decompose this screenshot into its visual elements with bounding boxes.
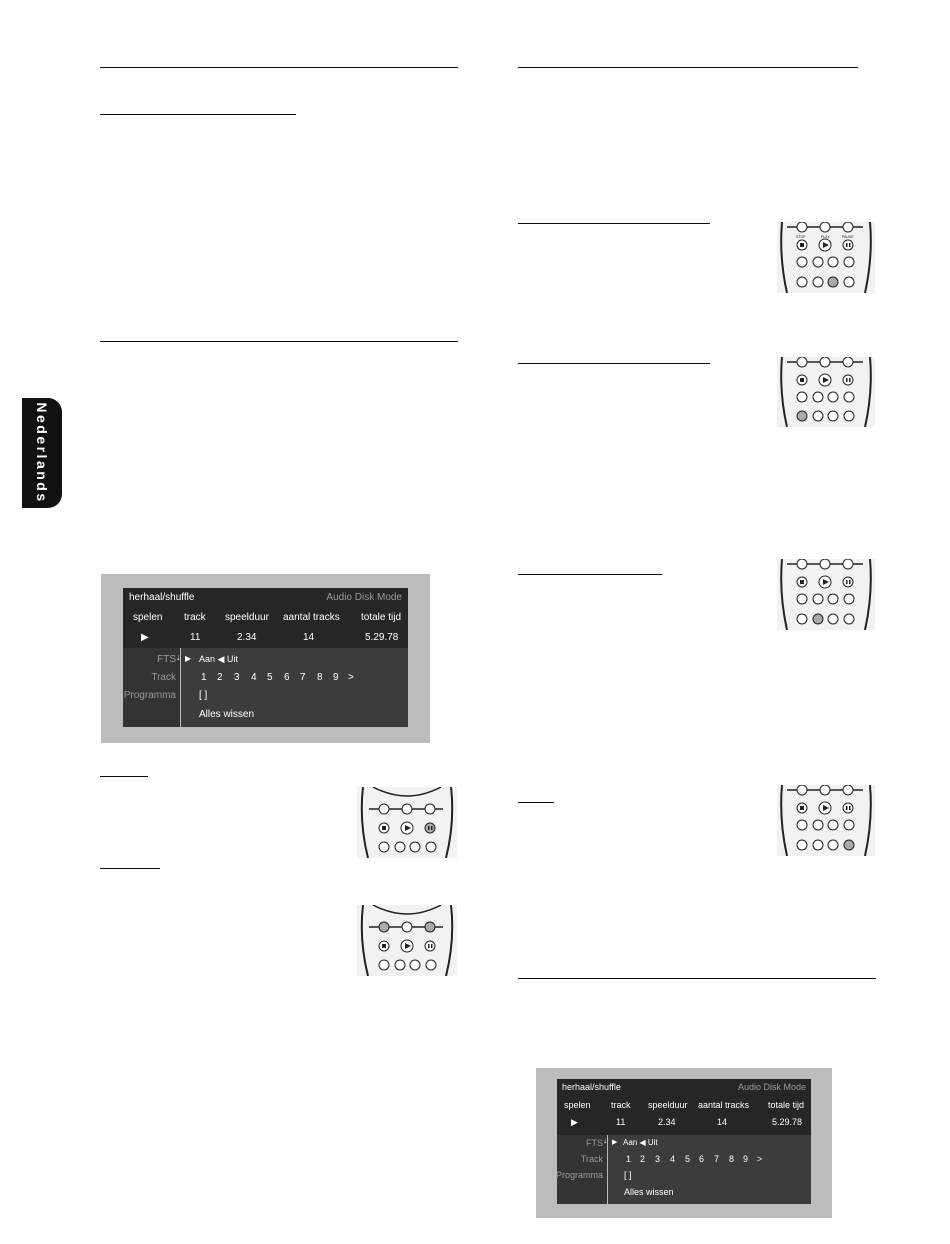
osd-fts-value: Aan ◀ Uit: [199, 654, 238, 664]
remote-illustration: [357, 787, 457, 858]
osd-clear-all: Alles wissen: [624, 1187, 674, 1197]
osd-select-arrow-icon: ▶: [185, 654, 192, 663]
remote-illustration: [777, 785, 875, 856]
subsection-rule-left-2: [100, 776, 148, 777]
osd-label-track: Track: [580, 1154, 603, 1164]
osd-track-5: 5: [267, 672, 273, 683]
osd-track-6: 6: [284, 672, 290, 683]
osd-track-4: 4: [251, 672, 257, 683]
osd-track-2: 2: [217, 672, 223, 683]
osd-header-play: spelen: [133, 612, 163, 623]
osd-track-7: 7: [714, 1154, 720, 1164]
osd-header-tracks: aantal tracks: [283, 612, 340, 623]
osd-play-icon: ▶: [571, 1117, 578, 1127]
osd-track-9: 9: [333, 672, 339, 683]
osd-program-slot: [ ]: [624, 1170, 632, 1180]
osd-label-program: Programma: [555, 1170, 603, 1180]
remote-illustration: [777, 559, 875, 630]
osd-track-3: 3: [234, 672, 240, 683]
subsection-rule-right-2: [518, 363, 710, 364]
osd-track-2: 2: [640, 1154, 646, 1164]
osd-track-7: 7: [300, 672, 306, 683]
osd-screenshot-right: [536, 1068, 832, 1218]
osd-program-slot: [ ]: [199, 690, 208, 701]
osd-value-duration: 2.34: [237, 632, 257, 643]
osd-mode: Audio Disk Mode: [326, 592, 402, 603]
osd-track-8: 8: [317, 672, 323, 683]
osd-mode: Audio Disk Mode: [737, 1082, 806, 1092]
osd-header-duration: speelduur: [648, 1100, 688, 1110]
osd-track-9: 9: [743, 1154, 749, 1164]
osd-header-play: spelen: [564, 1100, 591, 1110]
osd-track-1: 1: [626, 1154, 632, 1164]
section-rule-right-2: [518, 978, 876, 979]
osd-track-more: >: [757, 1154, 763, 1164]
subsection-rule-left-3: [100, 868, 160, 869]
osd-down-arrow-icon: ↓: [603, 1136, 607, 1145]
subsection-rule-right-1: [518, 223, 710, 224]
osd-header-duration: speelduur: [225, 612, 269, 623]
osd-screenshot-left: [101, 574, 430, 743]
osd-header-total: totale tijd: [768, 1100, 805, 1110]
osd-value-total: 5.29.78: [772, 1117, 803, 1127]
osd-track-1: 1: [201, 672, 207, 683]
remote-drawing: [357, 787, 457, 858]
osd-header-track: track: [184, 612, 206, 623]
osd-track-6: 6: [699, 1154, 705, 1164]
osd-play-icon: ▶: [141, 632, 149, 643]
osd-panel: [123, 588, 408, 727]
remote-illustration: [777, 222, 875, 293]
subsection-rule-left-1: [100, 114, 296, 115]
remote-drawing: [777, 357, 875, 427]
section-rule-right-1: [518, 67, 858, 68]
remote-drawing: [777, 222, 875, 293]
language-tab-label: Nederlands: [34, 402, 50, 504]
osd-header-track: track: [611, 1100, 631, 1110]
osd-title: herhaal/shuffle: [129, 592, 195, 603]
osd-down-arrow-icon: ↓: [176, 652, 181, 662]
label-pause: PAUSE: [842, 235, 854, 239]
osd-track-4: 4: [670, 1154, 676, 1164]
osd-clear-all: Alles wissen: [199, 709, 255, 720]
osd-track-5: 5: [685, 1154, 691, 1164]
remote-illustration: [357, 905, 457, 976]
osd-header-total: totale tijd: [361, 612, 402, 623]
osd-track-3: 3: [655, 1154, 661, 1164]
language-side-tab: [22, 398, 62, 508]
osd-value-tracks: 14: [303, 632, 315, 643]
remote-drawing: [357, 905, 457, 976]
osd-fts-value: Aan ◀ Uit: [623, 1138, 658, 1147]
osd-label-fts: FTS: [157, 654, 176, 665]
osd-select-arrow-icon: ▶: [612, 1139, 618, 1146]
osd-label-fts: FTS: [586, 1138, 603, 1148]
osd-value-total: 5.29.78: [365, 632, 399, 643]
label-play: PLAY: [821, 235, 830, 239]
section-rule-left-1: [100, 67, 458, 68]
osd-value-tracks: 14: [717, 1117, 728, 1127]
osd-value-track: 11: [190, 632, 201, 643]
osd-track-more: >: [348, 672, 354, 683]
osd-label-program: Programma: [123, 690, 176, 701]
section-rule-left-2: [100, 341, 458, 342]
osd-value-duration: 2.34: [658, 1117, 676, 1127]
remote-drawing: [777, 559, 875, 630]
osd-title: herhaal/shuffle: [562, 1082, 621, 1092]
subsection-rule-right-3: [518, 574, 662, 575]
subsection-rule-right-4: [518, 802, 554, 803]
osd-panel: [557, 1079, 811, 1204]
osd-header-tracks: aantal tracks: [698, 1100, 750, 1110]
remote-illustration: [777, 357, 875, 427]
label-stop: STOP: [796, 235, 806, 239]
remote-drawing: [777, 785, 875, 856]
osd-track-8: 8: [729, 1154, 735, 1164]
osd-value-track: 11: [616, 1117, 626, 1127]
osd-label-track: Track: [151, 672, 176, 683]
